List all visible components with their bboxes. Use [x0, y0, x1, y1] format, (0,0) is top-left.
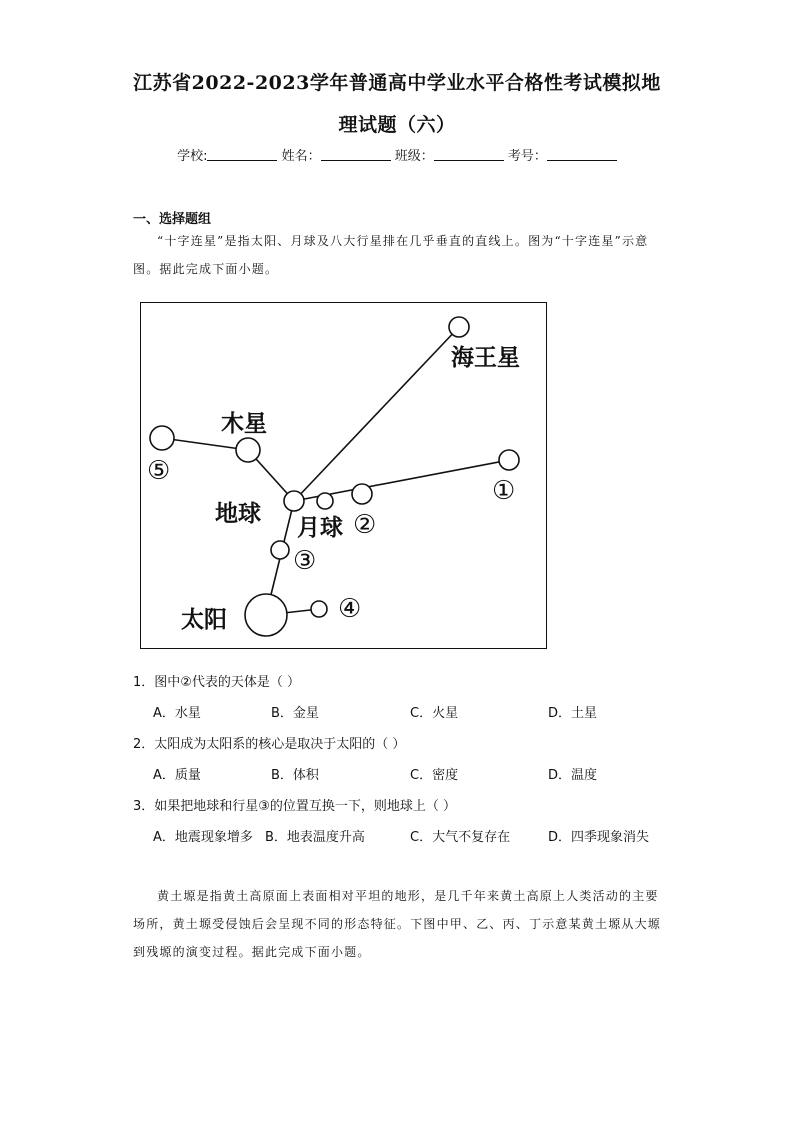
question-3-option-b[interactable]: B．地表温度升高 [265, 830, 365, 845]
neptune-circle [449, 317, 469, 337]
section-title: 一、选择题组 [133, 212, 212, 227]
name-label: 姓名： [281, 149, 321, 164]
question-1-option-b[interactable]: B．金星 [271, 706, 319, 721]
sun-circle [245, 594, 287, 636]
page-title-line1: 江苏省2022-2023学年普通高中学业水平合格性考试模拟地 [133, 72, 661, 94]
moon-circle [317, 493, 333, 509]
question-3-option-c[interactable]: C．大气不复存在 [410, 830, 511, 845]
earth-circle [284, 491, 304, 511]
planet-1-circle [499, 450, 519, 470]
page-title-line2: 理试题（六） [338, 114, 456, 136]
planet-5-circle [150, 426, 174, 450]
label-num-3: ③ [293, 546, 317, 576]
question-1-option-a[interactable]: A．水星 [153, 706, 201, 721]
school-blank[interactable] [207, 148, 277, 161]
label-moon: 月球 [297, 515, 343, 541]
label-jupiter: 木星 [221, 411, 267, 437]
number-label: 考号： [507, 149, 547, 164]
figure-diagram [141, 303, 545, 647]
label-num-1: ① [492, 476, 516, 506]
label-num-4: ④ [338, 594, 362, 624]
passage-2: 黄土塬是指黄土高原面上表面相对平坦的地形，是几千年来黄土高原上人类活动的主要场所，黄土塬受侵蚀后会呈现不同的形态特征。下图中甲、乙、丙、丁示意某黄土塬从大塬到残塬的演变过程。据此完成下面小题。 [133, 889, 662, 959]
jupiter-circle [236, 438, 260, 462]
label-earth: 地球 [215, 501, 261, 527]
planet-4-circle [311, 601, 327, 617]
label-num-2: ② [353, 510, 377, 540]
question-1-stem: 1．图中②代表的天体是（ ） [133, 675, 301, 690]
question-2-option-c[interactable]: C．密度 [410, 768, 459, 783]
question-2-stem: 2．太阳成为太阳系的核心是取决于太阳的（ ） [133, 737, 406, 752]
class-label: 班级： [394, 149, 434, 164]
planet-2-circle [352, 484, 372, 504]
student-info-line [0, 145, 794, 164]
label-num-5: ⑤ [147, 456, 171, 486]
section-intro: “十字连星”是指太阳、月球及八大行星排在几乎垂直的直线上。图为“十字连星”示意图。据此完成下面小题。 [133, 234, 649, 276]
line-jupiter-5 [162, 438, 248, 450]
label-sun: 太阳 [181, 607, 227, 633]
cross-alignment-figure [140, 302, 547, 649]
number-blank[interactable] [547, 148, 617, 161]
question-1-option-d[interactable]: D．土星 [548, 706, 598, 721]
question-2-option-a[interactable]: A．质量 [153, 768, 201, 783]
question-2-option-d[interactable]: D．温度 [548, 768, 598, 783]
question-1-option-c[interactable]: C．火星 [410, 706, 459, 721]
question-3-option-d[interactable]: D．四季现象消失 [548, 830, 650, 845]
question-3-stem: 3．如果把地球和行星③的位置互换一下，则地球上（ ） [133, 799, 457, 814]
name-blank[interactable] [321, 148, 391, 161]
planet-3-circle [271, 541, 289, 559]
question-3-option-a[interactable]: A．地震现象增多 [153, 830, 253, 845]
question-2-option-b[interactable]: B．体积 [271, 768, 319, 783]
label-neptune: 海王星 [451, 345, 520, 371]
school-label: 学校: [177, 149, 208, 164]
class-blank[interactable] [434, 148, 504, 161]
